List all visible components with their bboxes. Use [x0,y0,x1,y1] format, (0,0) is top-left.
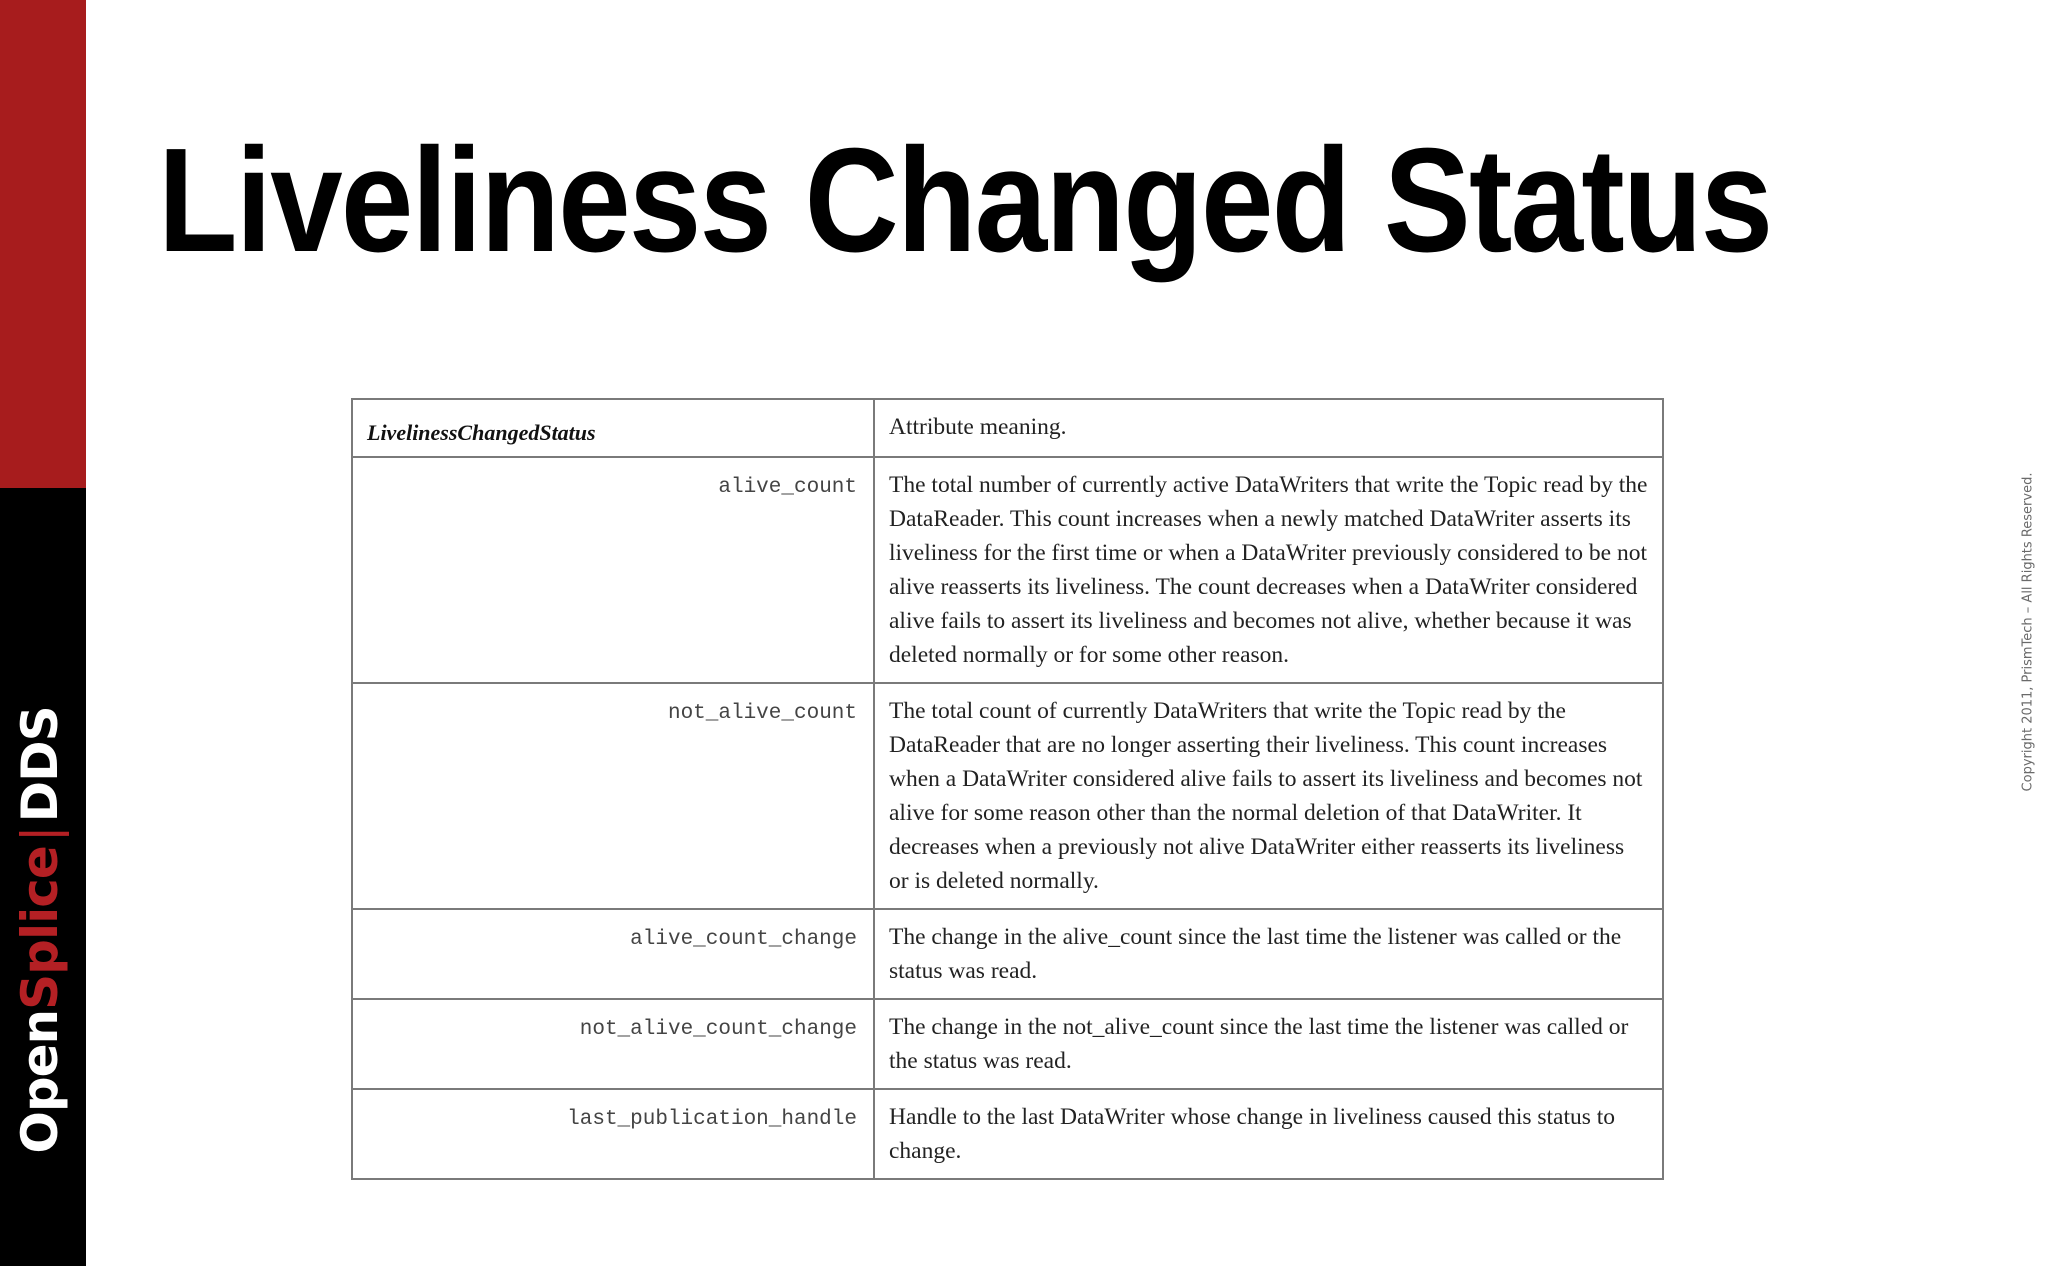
brand-dds: DDS [11,706,69,823]
attribute-meaning-cell: The total count of currently DataWriters that write the Topic read by the DataReader that are no longer asserting their liveliness. This count increases when a DataWriter considered alive fails to assert its liveliness and becomes not alive for some reason other than the normal deletion of that DataWriter. It decreases when a previously not alive DataWriter either reasserts its liveliness or is deleted normally. [874,683,1663,909]
attribute-name-cell: alive_count [352,457,874,683]
header-attribute-cell: LivelinessChangedStatus [352,399,874,457]
table-row [352,999,1663,1089]
table-row [352,1089,1663,1179]
attribute-name-cell: not_alive_count_change [352,999,874,1089]
attribute-name-cell: not_alive_count [352,683,874,909]
attribute-meaning-cell: The change in the not_alive_count since the last time the listener was called or the status was read. [874,999,1663,1089]
table-row [352,909,1663,999]
slide-title: Liveliness Changed Status [158,118,1772,283]
brand-open: Open [11,1009,69,1154]
table-row [352,683,1663,909]
attribute-name-cell: last_publication_handle [352,1089,874,1179]
attribute-meaning-cell: The total number of currently active DataWriters that write the Topic read by the DataReader. This count increases when a newly matched DataWriter asserts its liveliness for the first time or when a DataWriter previously considered to be not alive reasserts its liveliness. The count decreases when a DataWriter considered alive fails to assert its liveliness and becomes not alive, whether because it was deleted normally or for some other reason. [874,457,1663,683]
attribute-meaning-cell: Handle to the last DataWriter whose change in liveliness caused this status to change. [874,1089,1663,1179]
attribute-meaning-cell: The change in the alive_count since the last time the listener was called or the status was read. [874,909,1663,999]
copyright-notice: Copyright 2011, PrismTech – All Rights Reserved. [2020,472,2036,792]
header-meaning-cell: Attribute meaning. [874,399,1663,457]
brand-separator: | [11,826,69,843]
table-row [352,457,1663,683]
brand-logo [11,706,69,1154]
table-header-row [352,399,1663,457]
attribute-name-cell: alive_count_change [352,909,874,999]
sidebar-red-band [0,0,86,488]
brand-splice: Splice [11,846,69,1010]
status-table [351,398,1664,1180]
sidebar [0,0,86,1266]
